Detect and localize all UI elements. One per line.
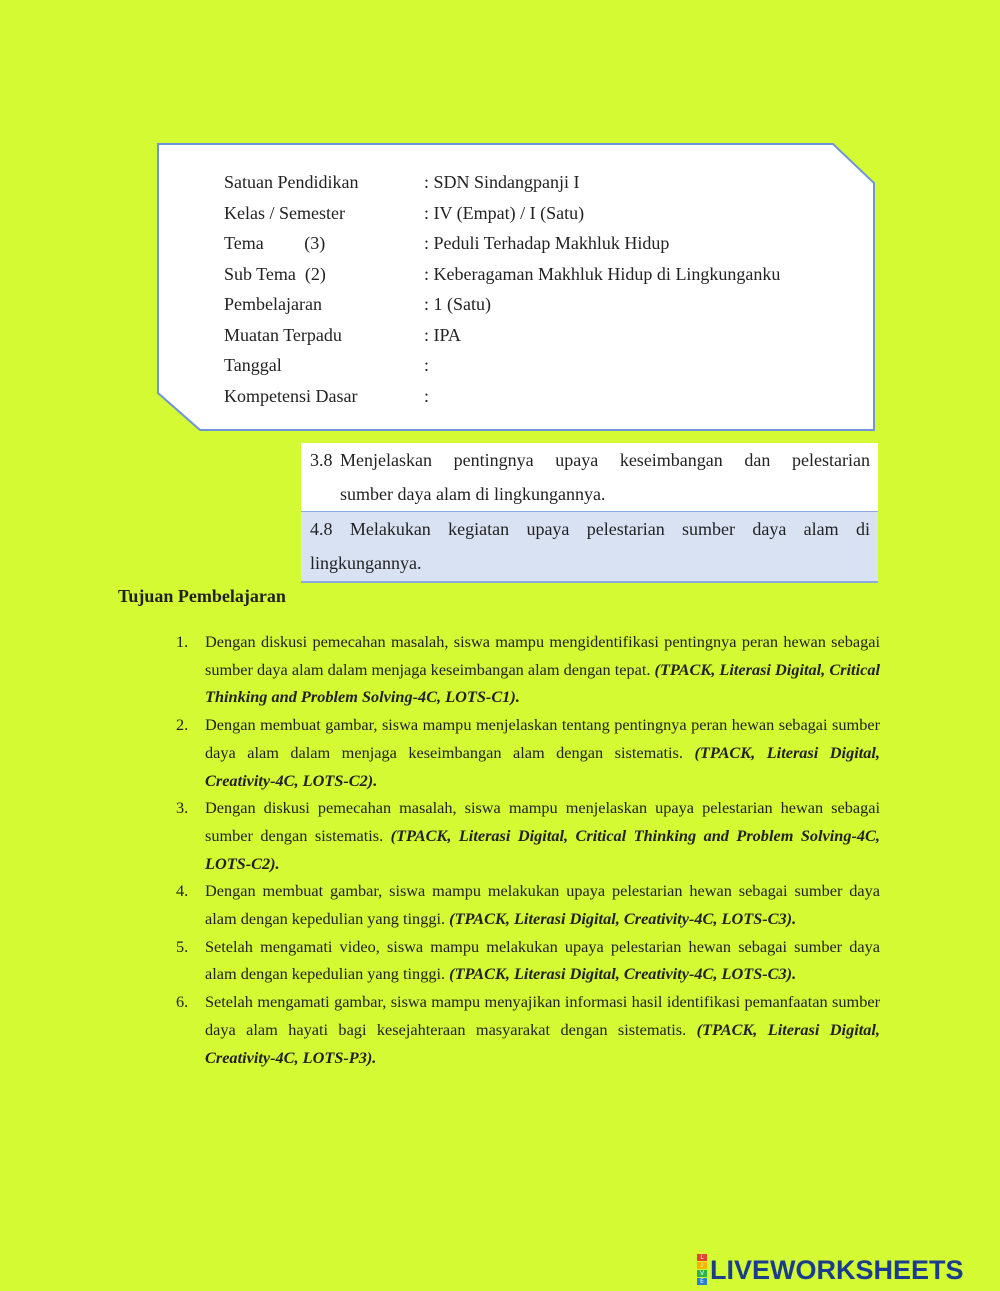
identity-value: :	[424, 355, 430, 375]
goal-text	[205, 877, 880, 932]
identity-label: Sub Tema (2)	[224, 263, 326, 284]
goal-text	[205, 794, 880, 877]
kd-text-line1: Menjelaskan pentingnya upaya keseimbangan dan pelestarian	[340, 450, 870, 470]
logo-icon	[697, 1254, 707, 1286]
goal-text	[205, 933, 880, 988]
kd-number: 3.8	[310, 450, 333, 470]
kd-row-3-8	[301, 443, 878, 511]
identity-value: : Keberagaman Makhluk Hidup di Lingkunganku	[424, 263, 781, 284]
logo-icon-block: L	[697, 1254, 707, 1261]
logo-icon-block: I	[697, 1262, 707, 1269]
goal-item	[176, 628, 880, 711]
identity-row	[224, 259, 844, 290]
kd2-text-line2: lingkungannya.	[310, 553, 422, 573]
kd-row-4-8	[301, 511, 878, 583]
goal-tag: (TPACK, Literasi Digital, Creativity-4C, LOTS-C2).	[205, 742, 880, 790]
identity-row	[224, 228, 844, 259]
goal-tag: (TPACK, Literasi Digital, Creativity-4C, LOTS-C3).	[449, 964, 797, 984]
section-title: Tujuan Pembelajaran	[118, 586, 286, 606]
logo-icon-block: V	[697, 1270, 707, 1277]
goal-item	[176, 988, 880, 1071]
goal-item	[176, 877, 880, 932]
goal-tag: (TPACK, Literasi Digital, Critical Thinking and Problem Solving-4C, LOTS-C1).	[205, 659, 880, 707]
logo-icon-block: E	[697, 1278, 707, 1285]
logo-text: LIVEWORKSHEETS	[710, 1254, 964, 1285]
identity-label: Satuan Pendidikan	[224, 172, 359, 192]
goal-tag: (TPACK, Literasi Digital, Critical Thinking and Problem Solving-4C, LOTS-C2).	[205, 825, 880, 873]
goal-item	[176, 711, 880, 794]
identity-row	[224, 350, 844, 381]
identity-label: Tema (3)	[224, 233, 326, 253]
identity-value: : SDN Sindangpanji I	[424, 172, 580, 192]
goal-number: 1.	[176, 632, 189, 651]
learning-goals-list	[176, 628, 880, 1071]
identity-value: :	[424, 385, 430, 406]
goal-item	[176, 794, 880, 877]
kompetensi-dasar-table	[301, 443, 878, 583]
identity-row	[224, 320, 844, 351]
identity-row	[224, 289, 844, 320]
goal-description: Dengan diskusi pemecahan masalah, siswa mampu menjelaskan upaya pelestarian hewan sebagai sumber dengan sistematis.	[205, 798, 880, 845]
identity-value: : Peduli Terhadap Makhluk Hidup	[424, 233, 670, 253]
goal-tag: (TPACK, Literasi Digital, Creativity-4C, LOTS-P3).	[205, 1019, 880, 1067]
goal-description: Dengan diskusi pemecahan masalah, siswa mampu mengidentifikasi pentingnya peran hewan sebagai sumber daya alam dalam menjaga keseimbangan alam dengan tepat.	[205, 632, 880, 679]
identity-row	[224, 381, 844, 412]
goal-number: 5.	[176, 936, 189, 956]
goal-text	[205, 628, 880, 711]
goal-description: Setelah mengamati gambar, siswa mampu menyajikan informasi hasil identifikasi pemanfaatan sumber daya alam hayati bagi kesejahteraan masyarakat dengan sistematis.	[205, 992, 880, 1039]
identity-value: : IV (Empat) / I (Satu)	[424, 202, 585, 223]
goal-item	[176, 933, 880, 988]
kd2-text-line1: 4.8 Melakukan kegiatan upaya pelestarian sumber daya alam di	[310, 519, 870, 539]
identity-value: : IPA	[424, 324, 461, 345]
identity-label: Kompetensi Dasar	[224, 385, 358, 406]
identity-label: Muatan Terpadu	[224, 324, 342, 345]
goal-description: Setelah mengamati video, siswa mampu melakukan upaya pelestarian hewan sebagai sumber daya alam dengan kepedulian yang tinggi.	[205, 936, 880, 984]
identity-value: : 1 (Satu)	[424, 294, 491, 314]
goal-tag: (TPACK, Literasi Digital, Creativity-4C, LOTS-C3).	[449, 909, 797, 929]
goal-text	[205, 988, 880, 1071]
identity-label: Pembelajaran	[224, 294, 322, 314]
identity-label: Tanggal	[224, 355, 282, 375]
liveworksheets-logo	[697, 1256, 964, 1284]
goal-description: Dengan membuat gambar, siswa mampu melakukan upaya pelestarian hewan sebagai sumber daya alam dengan kepedulian yang tinggi.	[205, 881, 880, 929]
goal-description: Dengan membuat gambar, siswa mampu menjelaskan tentang pentingnya peran hewan sebagai sumber daya alam dalam menjaga keseimbangan alam dengan sistematis.	[205, 715, 880, 762]
goal-number: 6.	[176, 992, 189, 1012]
goal-text	[205, 711, 880, 794]
identity-row	[224, 198, 844, 229]
identity-row	[224, 167, 844, 198]
goal-number: 3.	[176, 798, 189, 818]
identity-label: Kelas / Semester	[224, 202, 345, 223]
goal-number: 4.	[176, 881, 189, 901]
goal-number: 2.	[176, 715, 189, 735]
identity-box	[157, 143, 875, 431]
kd-text-line2: sumber daya alam di lingkungannya.	[340, 484, 606, 504]
identity-rows	[224, 167, 844, 411]
